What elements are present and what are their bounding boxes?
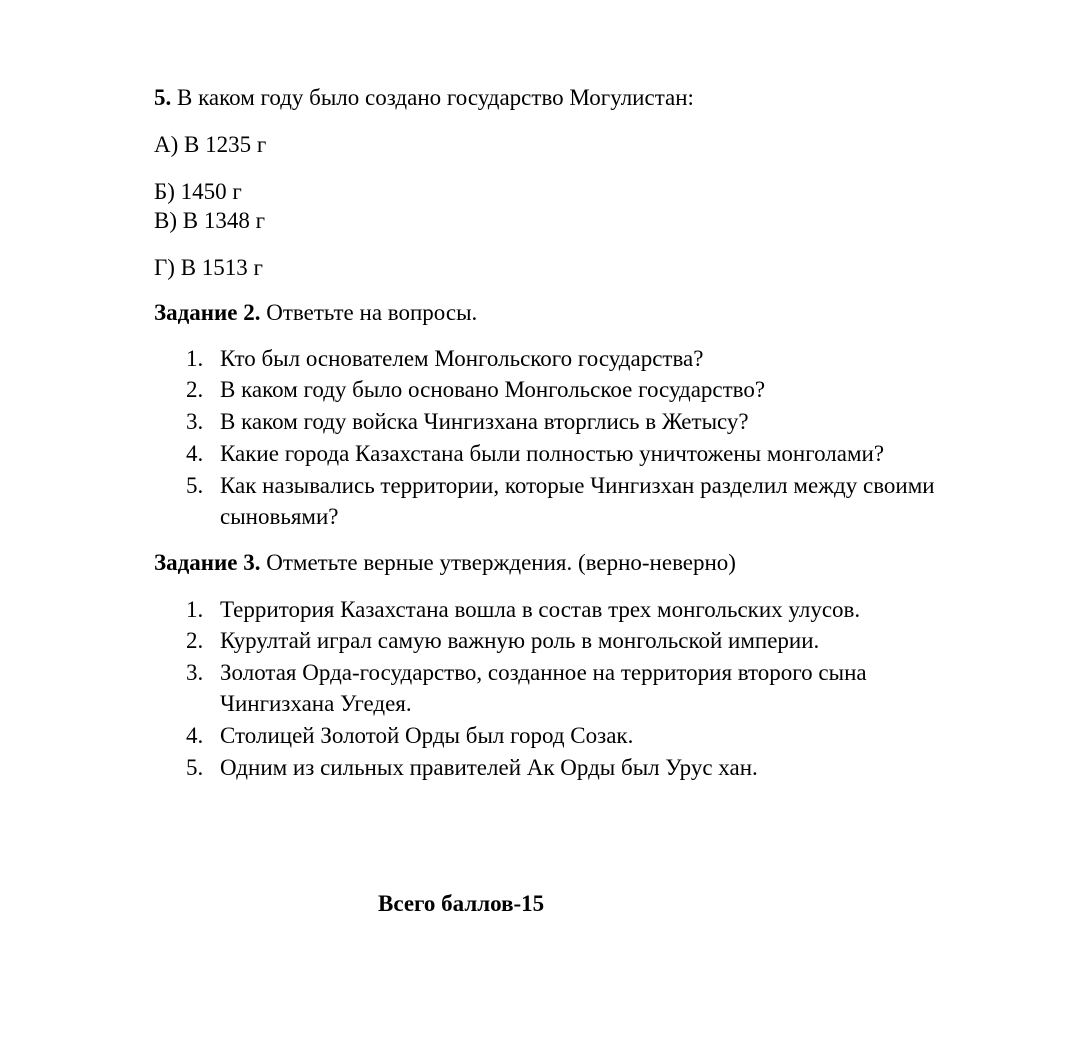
list-text: Территория Казахстана вошла в состав трех монгольских улусов. (220, 597, 861, 622)
list-text: В каком году было основано Монгольское государство? (220, 377, 766, 402)
task-3-text: Отметьте верные утверждения. (верно-неверно) (260, 550, 736, 575)
list-text: В каком году войска Чингизхана вторглись в Жетысу? (220, 409, 749, 434)
list-number: 3. (186, 660, 204, 685)
task-3-title: Задание 3. (154, 550, 261, 575)
task-3-heading (154, 549, 736, 577)
task-3-item (186, 752, 986, 783)
list-text: Какие города Казахстана были полностью уничтожены монголами? (220, 441, 885, 466)
task-2-item (186, 343, 986, 374)
question-5 (154, 84, 694, 112)
list-number: 2. (186, 377, 204, 402)
task-2-item (186, 470, 986, 532)
task-2-title: Задание 2. (154, 300, 261, 325)
task-3-item (186, 657, 986, 719)
question-5-number: 5. (154, 85, 172, 110)
task-3-item (186, 594, 986, 625)
question-5-text: В каком году было создано государство Могулистан: (171, 85, 694, 110)
option-b: Б) 1450 г (154, 179, 242, 204)
task-2-heading (154, 299, 477, 327)
list-text: Курултай играл самую важную роль в монгольской империи. (220, 628, 820, 653)
task-2-text: Ответьте на вопросы. (260, 300, 478, 325)
task-3-item (186, 625, 986, 656)
list-number: 4. (186, 723, 204, 748)
task-2-item (186, 374, 986, 405)
task-3-item (186, 720, 986, 751)
task-2-item (186, 406, 986, 437)
list-number: 1. (186, 346, 204, 371)
option-g: Г) В 1513 г (154, 255, 263, 280)
list-number: 3. (186, 409, 204, 434)
list-text: Одним из сильных правителей Ак Орды был Урус хан. (220, 755, 758, 780)
list-text: Как назывались территории, которые Чингизхан разделил между своими сыновьями? (220, 473, 935, 529)
task-2-item (186, 438, 986, 469)
option-v: В) В 1348 г (154, 208, 266, 233)
list-number: 4. (186, 441, 204, 466)
total-score: Всего баллов-15 (378, 891, 545, 916)
list-number: 5. (186, 755, 204, 780)
option-a: А) В 1235 г (154, 132, 267, 157)
list-text: Столицей Золотой Орды был город Созак. (220, 723, 634, 748)
list-number: 2. (186, 628, 204, 653)
list-text: Кто был основателем Монгольского государства? (220, 346, 704, 371)
list-number: 5. (186, 473, 204, 498)
list-number: 1. (186, 597, 204, 622)
list-text: Золотая Орда-государство, созданное на территория второго сына Чингизхана Угедея. (220, 660, 867, 716)
